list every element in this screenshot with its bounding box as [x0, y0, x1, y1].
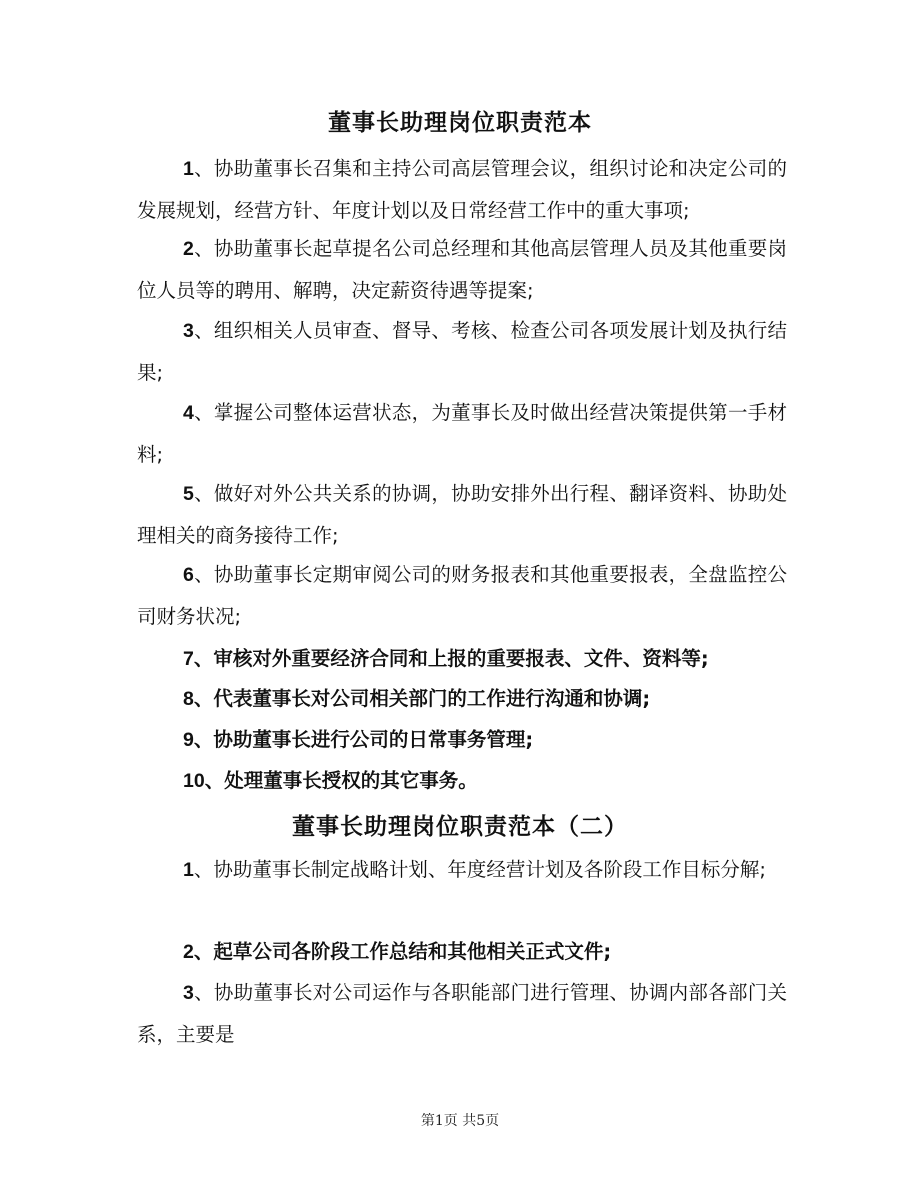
item-number: 3: [183, 320, 194, 342]
item-number: 6: [183, 564, 194, 586]
paragraph-3: [137, 310, 787, 394]
paragraph-5: [137, 473, 787, 557]
paragraph-6: [137, 554, 787, 638]
item-number: 7: [183, 648, 194, 670]
item-text: 、代表董事长对公司相关部门的工作进行沟通和协调;: [193, 687, 651, 710]
item-text: 、协助董事长起草提名公司总经理和其他高层管理人员及其他重要岗位人员等的聘用、解聘，决定薪资待遇等提案;: [137, 237, 787, 302]
item-text: 、协助董事长进行公司的日常事务管理;: [193, 728, 534, 751]
item-text: 、协助董事长召集和主持公司高层管理会议，组织讨论和决定公司的发展规划，经营方针、年度计划以及日常经营工作中的重大事项;: [137, 157, 787, 222]
document-title: 董事长助理岗位职责范本: [328, 110, 592, 136]
item-text: 、组织相关人员审查、督导、考核、检查公司各项发展计划及执行结果;: [137, 319, 787, 384]
item-number: 4: [183, 402, 194, 424]
item-text: 、协助董事长定期审阅公司的财务报表和其他重要报表，全盘监控公司财务状况;: [137, 563, 787, 628]
item-text: 、起草公司各阶段工作总结和其他相关正式文件;: [193, 940, 612, 963]
paragraph-1: [137, 148, 787, 232]
paragraph-10: [137, 760, 787, 802]
paragraph-8: [137, 678, 787, 720]
item-number: 3: [183, 982, 194, 1004]
item-number: 5: [183, 483, 194, 505]
item-text: 、处理董事长授权的其它事务。: [204, 769, 478, 792]
item-number: 9: [183, 729, 194, 751]
item-number: 8: [183, 688, 194, 710]
paragraph-s2-1: [137, 849, 787, 891]
paragraph-4: [137, 392, 787, 476]
item-text: 、做好对外公共关系的协调，协助安排外出行程、翻译资料、协助处理相关的商务接待工作;: [137, 482, 787, 547]
item-number: 1: [183, 859, 194, 881]
paragraph-2: [137, 228, 787, 312]
item-number: 10: [183, 770, 205, 792]
item-text: 、协助董事长制定战略计划、年度经营计划及各阶段工作目标分解;: [193, 858, 766, 881]
item-number: 2: [183, 238, 194, 260]
paragraph-s2-3: [137, 972, 787, 1056]
paragraph-7: [137, 638, 787, 680]
section-title-2: 董事长助理岗位职责范本（二）: [292, 814, 628, 840]
item-text: 、审核对外重要经济合同和上报的重要报表、文件、资料等;: [193, 647, 709, 670]
item-text: 、掌握公司整体运营状态，为董事长及时做出经营决策提供第一手材料;: [137, 401, 787, 466]
paragraph-9: [137, 719, 787, 761]
item-text: 、协助董事长对公司运作与各职能部门进行管理、协调内部各部门关系，主要是: [137, 981, 787, 1046]
item-number: 2: [183, 941, 194, 963]
item-number: 1: [183, 158, 194, 180]
paragraph-s2-2: [137, 931, 787, 973]
page-footer: 第1页 共5页: [420, 1113, 500, 1129]
